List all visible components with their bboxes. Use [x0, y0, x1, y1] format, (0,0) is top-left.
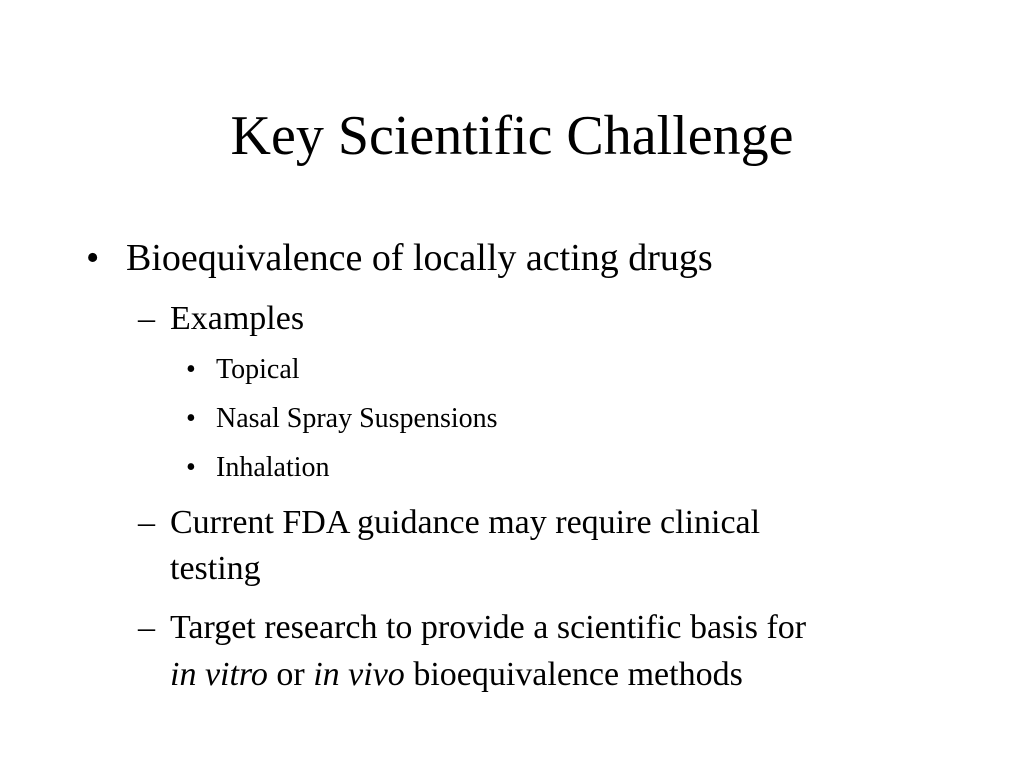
- dash-marker: –: [138, 300, 155, 337]
- bullet-marker: •: [86, 237, 100, 279]
- dash-marker: –: [138, 504, 155, 541]
- slide-title: Key Scientific Challenge: [230, 105, 794, 167]
- sub-bullet-target-research-line2: [170, 652, 743, 698]
- sub-bullet-examples: Examples: [170, 300, 305, 337]
- sub-bullet-target-research-line1: Target research to provide a scientific basis for: [170, 609, 807, 646]
- bullet-marker: •: [186, 452, 196, 483]
- bullet-bioequivalence: Bioequivalence of locally acting drugs: [126, 237, 713, 279]
- sub-bullet-fda-guidance-line2: testing: [170, 550, 261, 587]
- example-item-inhalation: Inhalation: [216, 452, 330, 483]
- example-item-nasal-spray: Nasal Spray Suspensions: [216, 403, 498, 434]
- or-text: or: [267, 656, 314, 693]
- bullet-marker: •: [186, 354, 196, 385]
- sub-bullet-fda-guidance-line1: Current FDA guidance may require clinical: [170, 504, 761, 541]
- bullet-marker: •: [186, 403, 196, 434]
- example-item-topical: Topical: [216, 354, 300, 385]
- in-vitro-text: in vitro: [170, 656, 268, 693]
- methods-text: bioequivalence methods: [404, 656, 743, 693]
- in-vivo-text: in vivo: [313, 656, 405, 693]
- dash-marker: –: [138, 609, 155, 646]
